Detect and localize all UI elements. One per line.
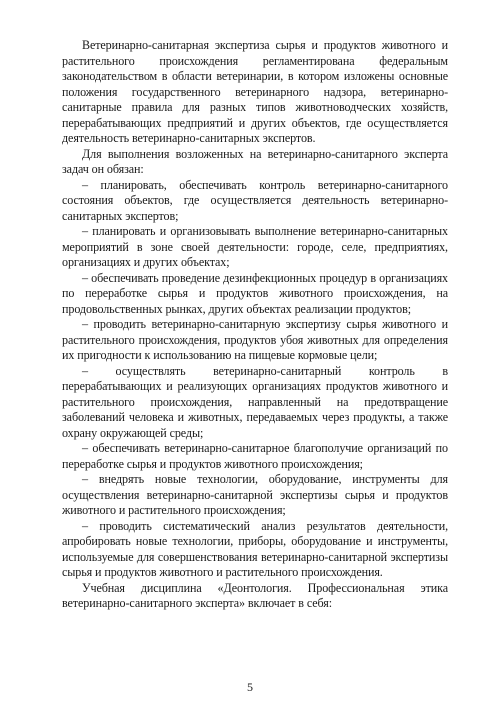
list-item: – внедрять новые технологии, оборудование, инструменты для осуществления ветеринарно-санитарной экспертизы сырья и продуктов животного и растительного происхождения; [62,472,448,517]
list-item: – проводить систематический анализ результатов деятельности, апробировать новые технологии, приборы, оборудование и инструменты, используемые для совершенствования ветеринарно-санитарной экспертизы сырья и продуктов животного и растительного происхождения. [62,518,448,579]
list-item: – планировать, обеспечивать контроль ветеринарно-санитарного состояния объектов, где осуществляется деятельность ветеринарно-санитарных экспертов; [62,177,448,223]
list-item: – обеспечивать ветеринарно-санитарное благополучие организаций по переработке сырья и продуктов животного происхождения; [62,441,448,471]
paragraph-closing: Учебная дисциплина «Деонтология. Профессиональная этика ветеринарно-санитарного эксперта» включает в себя: [62,580,448,610]
body-text [62,38,448,612]
list-item: – осуществлять ветеринарно-санитарный контроль в перерабатывающих и реализующих организациях продуктов животного и растительного происхождения, направленный на предотвращение заболеваний человека и животных, передаваемых через продукты, а также охрану окружающей среды; [62,363,448,440]
page-number: 5 [247,680,253,694]
paragraph-duties-lead: Для выполнения возложенных на ветеринарно-санитарного эксперта задач он обязан: [62,146,448,176]
list-item: – обеспечивать проведение дезинфекционных процедур в организациях по переработке сырья и продуктов животного происхождения, на продовольственных рынках, других объектах реализации продуктов; [62,270,448,316]
paragraph-intro: Ветеринарно-санитарная экспертиза сырья и продуктов животного и растительного происхождения регламентирована федеральным законодательством в области ветеринарии, в котором изложены основные положения государственного ветеринарного надзора, ветеринарно-санитарные правила для разных типов животноводческих хозяйств, перерабатывающих предприятий и других объектов, где осуществляется деятельность ветеринарно-санитарных экспертов. [62,38,448,145]
list-item: – проводить ветеринарно-санитарную экспертизу сырья животного и растительного происхождения, продуктов убоя животных для определения их пригодности к использованию на пищевые кормовые цели; [62,317,448,362]
list-item: – планировать и организовывать выполнение ветеринарно-санитарных мероприятий в зоне своей деятельности: городе, селе, предприятиях, организациях и других объектах; [62,224,448,269]
